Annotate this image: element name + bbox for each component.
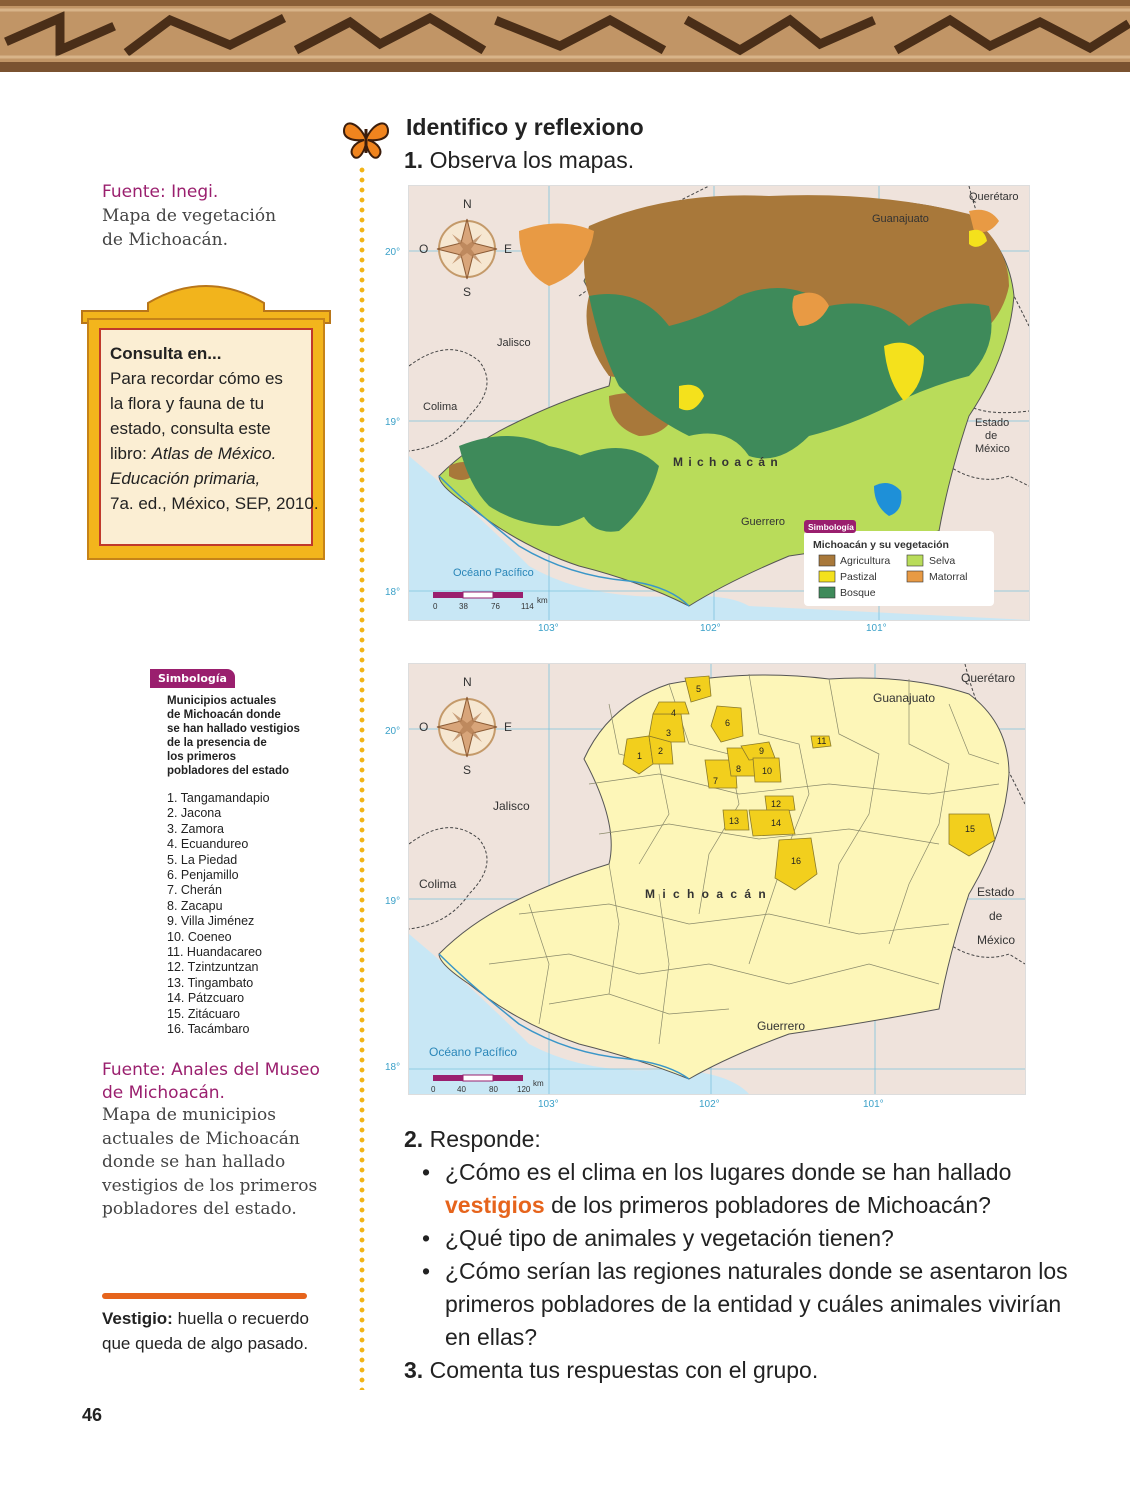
label-guerrero: Guerrero	[757, 1019, 806, 1033]
label-guerrero: Guerrero	[741, 516, 786, 528]
question-3-line: en ellas?	[445, 1324, 538, 1350]
source-1-label: Fuente: Inegi.	[102, 182, 219, 202]
legend-bosque: Bosque	[840, 587, 876, 599]
lon-102-label: 102°	[700, 623, 721, 634]
lat-20-label: 20°	[385, 726, 401, 737]
question-2: ¿Qué tipo de animales y vegetación tienen?	[445, 1225, 894, 1251]
scale-0: 0	[431, 1085, 436, 1094]
scale-km: km	[533, 1079, 544, 1088]
consult-line: Para recordar cómo es	[110, 369, 283, 388]
page-number: 46	[82, 1405, 103, 1425]
label-queretaro: Querétaro	[969, 191, 1019, 203]
glossary-definition: huella o recuerdo	[172, 1309, 309, 1328]
dotted-divider	[357, 165, 367, 1390]
list-item	[422, 1255, 1082, 1354]
highlight-vestigios: vestigios	[445, 1192, 545, 1218]
label-mexico: México	[977, 933, 1016, 947]
label-guanajuato: Guanajuato	[873, 691, 936, 705]
list-item: 4. Ecuandureo	[167, 837, 249, 852]
muni-num: 10	[762, 766, 773, 776]
symbology-heading-line: de Michoacán donde	[167, 709, 281, 721]
scale-bar	[433, 592, 523, 598]
source-2-line: vestigios de los primeros	[102, 1175, 318, 1196]
legend-swatch-agricultura	[819, 555, 835, 566]
legend-tag: Simbología	[808, 522, 854, 532]
legend-swatch-pastizal	[819, 571, 835, 582]
compass-n-label: N	[463, 197, 472, 211]
municipalities-map	[408, 663, 1026, 1095]
list-item: 1. Tangamandapio	[167, 791, 270, 805]
symbology-heading-line: los primeros	[167, 751, 237, 763]
list-item: 6. Penjamillo	[167, 868, 239, 883]
compass-o-label: O	[419, 242, 429, 256]
muni-num: 4	[671, 708, 677, 718]
symbology-tag-text: Simbología	[150, 669, 235, 688]
symbology-heading	[167, 694, 300, 778]
source-2-description	[102, 1104, 317, 1222]
question-list	[422, 1156, 1082, 1354]
legend-matorral: Matorral	[929, 571, 968, 583]
muni-num: 16	[791, 856, 802, 866]
compass-s-label: S	[463, 285, 472, 299]
list-item: 15. Zitácuaro	[167, 1006, 240, 1021]
muni-num: 13	[729, 816, 740, 826]
muni-num: 12	[771, 799, 782, 809]
compass-n-label: N	[463, 675, 472, 689]
source-2-line: donde se han hallado	[102, 1152, 286, 1172]
municipality-list	[167, 791, 270, 1038]
muni-num: 6	[725, 718, 731, 728]
label-colima: Colima	[419, 877, 457, 891]
compass-e-label: E	[504, 720, 513, 734]
consult-book-prefix: libro:	[110, 444, 152, 463]
step-1	[404, 147, 634, 174]
list-item: 12. Tzintzuntzan	[167, 960, 259, 975]
muni-num: 1	[637, 751, 643, 761]
scale-40: 40	[457, 1085, 466, 1094]
source-1-line: de Michoacán.	[102, 230, 229, 250]
label-de: de	[989, 909, 1003, 923]
bullet-icon: •	[422, 1258, 431, 1284]
list-item: 14. Pátzcuaro	[167, 991, 245, 1006]
question-1-rest: de los primeros pobladores de Michoacán?	[544, 1192, 991, 1218]
consult-book-line	[110, 441, 319, 466]
question-1-line: ¿Cómo es el clima en los lugares donde se han hallado	[445, 1159, 1012, 1185]
list-item: 13. Tingambato	[167, 975, 254, 990]
label-michoacan: M i c h o a c á n	[645, 887, 768, 901]
step-1-text: Observa los mapas.	[423, 147, 635, 173]
source-2-label-line: de Michoacán.	[102, 1083, 225, 1103]
muni-num: 8	[736, 764, 742, 774]
question-3-line: primeros pobladores de la entidad y cuáles animales vivirían	[445, 1291, 1062, 1317]
lat-20-label: 20°	[385, 247, 401, 258]
legend-swatch-bosque	[819, 587, 835, 598]
bullet-icon: •	[422, 1159, 431, 1185]
label-mexico: México	[975, 443, 1010, 455]
source-1-line: Mapa de vegetación	[102, 206, 277, 226]
consult-edition: 7a. ed., México, SEP, 2010.	[110, 494, 319, 513]
list-item: 5. La Piedad	[167, 852, 238, 867]
compass-o-label: O	[419, 720, 429, 734]
list-item: 8. Zacapu	[167, 898, 223, 913]
lon-101-label: 101°	[863, 1099, 884, 1110]
scale-km: km	[537, 596, 548, 605]
list-item: 9. Villa Jiménez	[167, 914, 255, 929]
lat-18-label: 18°	[385, 1062, 401, 1073]
step-3-number: 3.	[404, 1357, 424, 1383]
source-2-line: Mapa de municipios	[102, 1105, 277, 1125]
label-estado: Estado	[975, 417, 1010, 429]
bullet-icon: •	[422, 1225, 431, 1251]
label-guanajuato: Guanajuato	[872, 213, 929, 225]
source-2-label-line: Fuente: Anales del Museo	[102, 1060, 320, 1080]
scale-114: 114	[521, 602, 534, 611]
label-estado: Estado	[977, 885, 1015, 899]
list-item: 16. Tacámbaro	[167, 1022, 250, 1037]
label-jalisco: Jalisco	[493, 799, 530, 813]
label-ocean: Océano Pacífico	[429, 1045, 518, 1059]
consult-line: la flora y fauna de tu	[110, 394, 265, 413]
label-jalisco: Jalisco	[497, 337, 531, 349]
legend-swatch-selva	[907, 555, 923, 566]
vegetation-map	[408, 185, 1030, 621]
glossary-definition: que queda de algo pasado.	[102, 1334, 309, 1353]
step-3	[404, 1354, 818, 1387]
legend-selva: Selva	[929, 555, 956, 567]
step-2-text: Responde:	[423, 1126, 541, 1152]
muni-num: 7	[713, 776, 719, 786]
muni-num: 5	[696, 684, 702, 694]
step-2	[404, 1123, 541, 1156]
symbology-heading-line: pobladores del estado	[167, 765, 290, 777]
source-2-line: actuales de Michoacán	[102, 1128, 300, 1149]
lat-19-label: 19°	[385, 417, 401, 428]
compass-e-label: E	[504, 242, 513, 256]
lat-18-label: 18°	[385, 587, 401, 598]
consult-book-title: Atlas de México.	[151, 444, 277, 463]
consult-line: estado, consulta este	[110, 419, 271, 438]
step-3-text: Comenta tus respuestas con el grupo.	[423, 1357, 819, 1383]
lat-19-label: 19°	[385, 896, 401, 907]
scale-bar	[433, 1075, 523, 1081]
lon-103-label: 103°	[538, 623, 559, 634]
scale-80: 80	[489, 1085, 498, 1094]
muni-num: 11	[817, 736, 827, 746]
legend-agricultura: Agricultura	[840, 555, 891, 567]
question-3-line: ¿Cómo serían las regiones naturales donde se asentaron los	[445, 1258, 1068, 1284]
list-item: 2. Jacona	[167, 806, 222, 821]
label-queretaro: Querétaro	[961, 671, 1016, 685]
scale-120: 120	[517, 1085, 531, 1094]
muni-num: 14	[771, 818, 782, 828]
symbology-tag	[150, 667, 235, 688]
step-2-number: 2.	[404, 1126, 424, 1152]
scale-76: 76	[491, 602, 500, 611]
scale-38: 38	[459, 602, 468, 611]
source-1-description	[102, 204, 276, 252]
muni-num: 9	[759, 746, 765, 756]
butterfly-icon	[340, 115, 392, 167]
scale-0: 0	[433, 602, 438, 611]
consult-title: Consulta en...	[110, 344, 222, 363]
question-1-line	[445, 1189, 1082, 1222]
label-de: de	[985, 430, 998, 442]
list-item	[422, 1156, 1082, 1222]
decorative-banner	[0, 0, 1130, 72]
symbology-heading-line: de la presencia de	[167, 737, 267, 749]
lon-103-label: 103°	[538, 1099, 559, 1110]
legend-swatch-matorral	[907, 571, 923, 582]
legend-title: Michoacán y su vegetación	[813, 539, 949, 551]
consult-book-subtitle: Educación primaria,	[110, 469, 261, 488]
label-michoacan: M i c h o a c á n	[673, 455, 779, 469]
source-2-line: pobladores del estado.	[102, 1199, 297, 1219]
list-item	[422, 1222, 1082, 1255]
muni-num: 3	[666, 728, 672, 738]
consult-box	[78, 275, 334, 565]
glossary-term: Vestigio:	[102, 1309, 173, 1328]
symbology-heading-line: se han hallado vestigios	[167, 723, 300, 735]
step-1-number: 1.	[404, 147, 424, 173]
legend-pastizal: Pastizal	[840, 571, 877, 583]
glossary-divider	[102, 1293, 307, 1299]
glossary-entry	[102, 1306, 309, 1356]
list-item: 3. Zamora	[167, 821, 224, 836]
source-2-label	[102, 1059, 320, 1105]
compass-s-label: S	[463, 763, 472, 777]
list-item: 7. Cherán	[167, 883, 222, 898]
lon-101-label: 101°	[866, 623, 887, 634]
label-colima: Colima	[423, 401, 458, 413]
list-item: 10. Coeneo	[167, 929, 232, 944]
list-item: 11. Huandacareo	[167, 945, 262, 960]
muni-num: 15	[965, 824, 976, 834]
symbology-heading-line: Municipios actuales	[167, 695, 277, 707]
label-ocean: Océano Pacífico	[453, 567, 534, 579]
muni-num: 2	[658, 746, 664, 756]
lon-102-label: 102°	[699, 1099, 720, 1110]
section-title: Identifico y reflexiono	[406, 114, 644, 140]
